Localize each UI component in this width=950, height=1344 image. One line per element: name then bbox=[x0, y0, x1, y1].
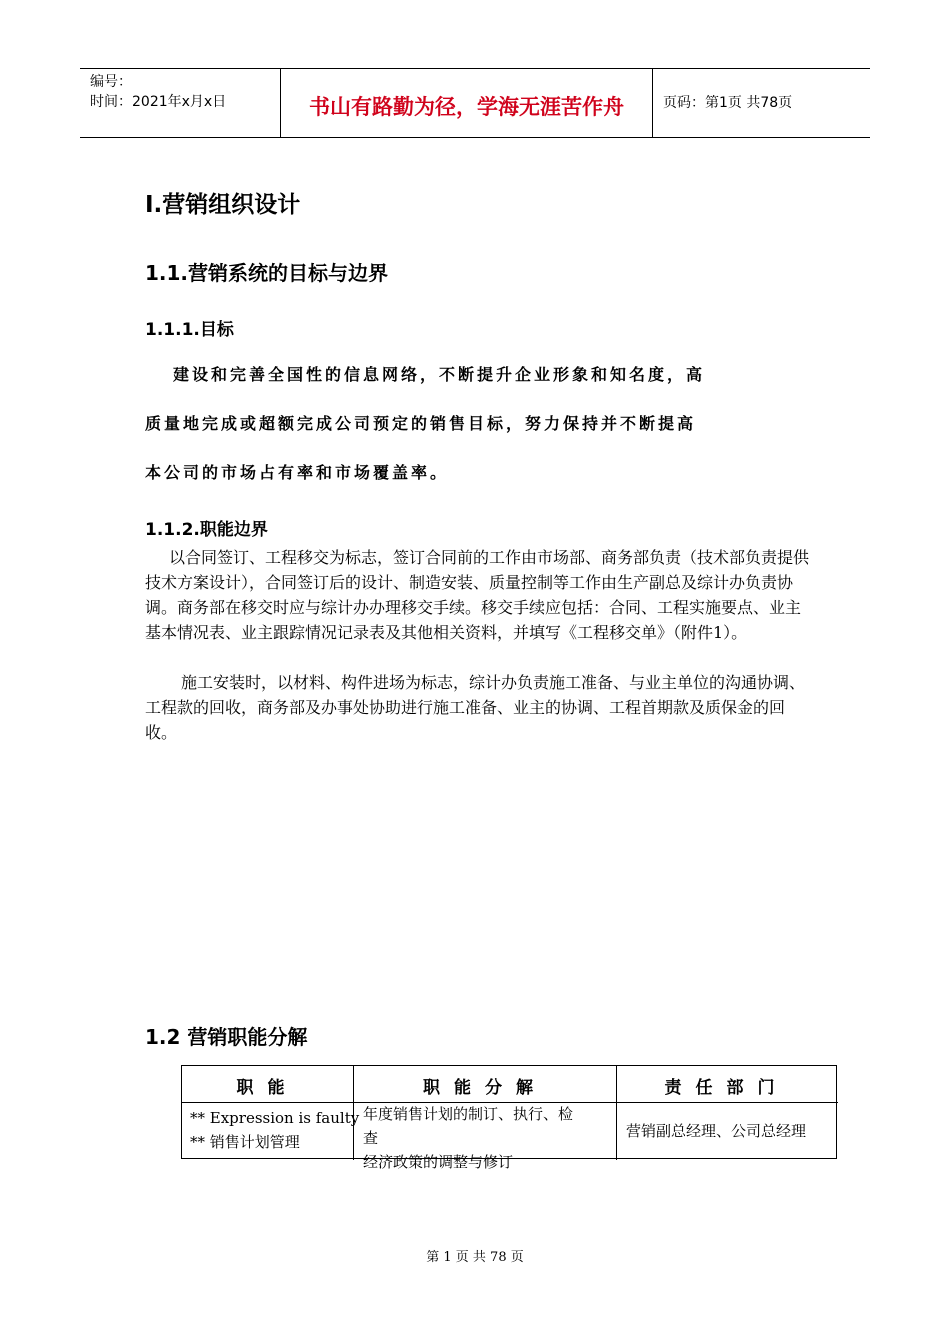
document-header bbox=[80, 68, 870, 138]
page-footer: 第 1 页 共 78 页 bbox=[426, 1250, 524, 1265]
goal-line-3: 本公司的市场占有率和市场覆盖率。 bbox=[145, 463, 450, 482]
table-header-department: 责任部门 bbox=[664, 1078, 789, 1098]
function-table bbox=[181, 1065, 837, 1171]
heading-1: I.营销组织设计 bbox=[145, 192, 301, 218]
heading-1-1-1: 1.1.1.目标 bbox=[145, 320, 234, 340]
table-header-decomposition: 职能分解 bbox=[423, 1078, 547, 1098]
header-page-cell bbox=[653, 69, 870, 137]
function-line: ** Expression is faulty bbox=[190, 1109, 360, 1127]
decomposition-line: 经济政策的调整与修订 bbox=[363, 1153, 514, 1171]
function-line: ** 销售计划管理 bbox=[190, 1133, 300, 1151]
goal-line-1: 建设和完善全国性的信息网络，不断提升企业形象和知名度，高 bbox=[173, 365, 706, 384]
heading-1-2: 1.2 营销职能分解 bbox=[145, 1025, 308, 1049]
date-label: 时间：2021年x月x日 bbox=[90, 94, 227, 110]
header-motto-cell bbox=[281, 69, 653, 137]
paragraph-2: 施工安装时，以材料、构件进场为标志，综计办负责施工准备、与业主单位的沟通协调、工程款的回收，商务部及办事处协助进行施工准备、业主的协调、工程首期款及质保金的回收。 bbox=[145, 673, 806, 742]
number-label: 编号： bbox=[90, 74, 132, 90]
decomposition-line: 查 bbox=[363, 1129, 379, 1147]
page-info: 页码：第1页 共78页 bbox=[663, 95, 793, 111]
table-cell-function bbox=[190, 1106, 359, 1154]
table-cell-decomposition bbox=[363, 1102, 573, 1174]
motto: 书山有路勤为径，学海无涯苦作舟 bbox=[309, 94, 624, 119]
table-cell-department: 营销副总经理、公司总经理 bbox=[626, 1122, 807, 1140]
decomposition-line: 年度销售计划的制订、执行、检 bbox=[363, 1105, 574, 1123]
paragraph-1: 以合同签订、工程移交为标志，签订合同前的工作由市场部、商务部负责（技术部负责提供技术方案设计），合同签订后的设计、制造安装、质量控制等工作由生产副总及综计办负责协调。商务部在移交时应与综计办办理移交手续。移交手续应包括：合同、工程实施要点、业主基本情况表、业主跟踪情况记录表及其他相关资料，并填写《工程移交单》（附件1）。 bbox=[145, 548, 810, 642]
header-info-cell bbox=[80, 69, 281, 137]
heading-1-1: 1.1.营销系统的目标与边界 bbox=[145, 261, 389, 285]
goal-line-2: 质量地完成或超额完成公司预定的销售目标，努力保持并不断提高 bbox=[145, 414, 697, 433]
table-header-function: 职能 bbox=[236, 1078, 299, 1098]
heading-1-1-2: 1.1.2.职能边界 bbox=[145, 520, 268, 540]
